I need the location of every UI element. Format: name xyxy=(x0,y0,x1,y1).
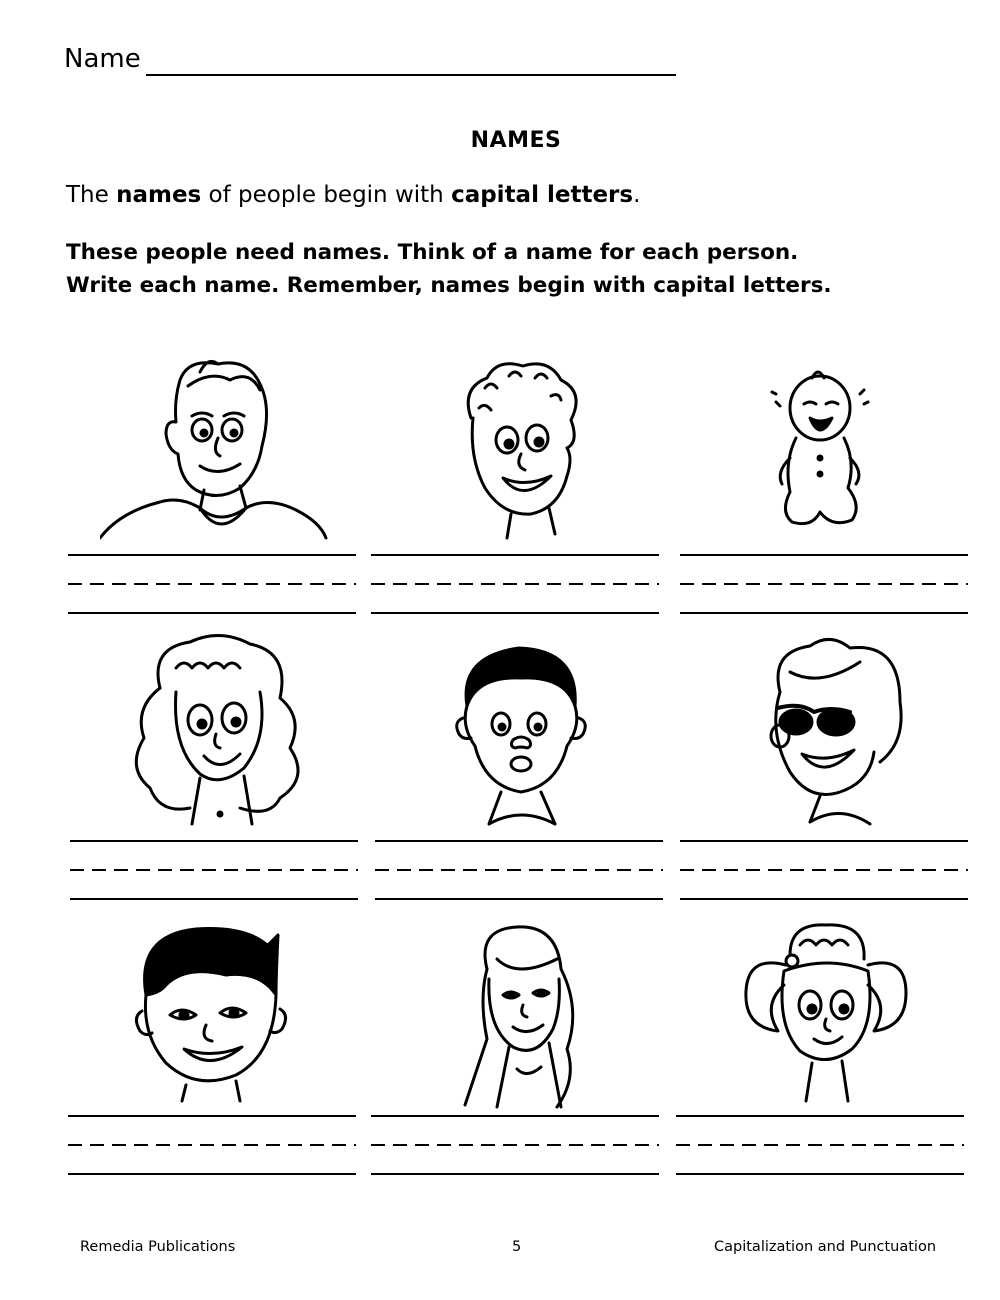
footer-page-number: 5 xyxy=(512,1239,522,1255)
curly-girl-face-icon xyxy=(120,628,320,828)
boy-face-icon xyxy=(445,636,595,828)
curly-boy-face-icon xyxy=(451,358,591,544)
instruction-line-1: These people need names. Think of a name for each person. xyxy=(66,240,799,265)
name-label: Name xyxy=(64,44,141,74)
instructions xyxy=(66,236,966,302)
sunglasses-girl-face-icon xyxy=(750,632,910,830)
footer-book-title: Capitalization and Punctuation xyxy=(714,1239,937,1255)
man-face-icon xyxy=(100,350,330,542)
pigtails-girl-face-icon xyxy=(740,915,910,1105)
crying-baby-icon xyxy=(760,362,880,534)
black-hair-boy-face-icon xyxy=(126,915,296,1105)
instruction-line-2: Write each name. Remember, names begin with capital letters. xyxy=(66,273,832,298)
name-field[interactable] xyxy=(64,44,684,78)
long-hair-girl-face-icon xyxy=(457,919,587,1109)
footer-publisher: Remedia Publications xyxy=(80,1239,236,1255)
rule-sentence: The names of people begin with capital letters. xyxy=(66,182,641,208)
page-title: NAMES xyxy=(470,128,562,153)
name-write-line[interactable] xyxy=(146,74,676,76)
